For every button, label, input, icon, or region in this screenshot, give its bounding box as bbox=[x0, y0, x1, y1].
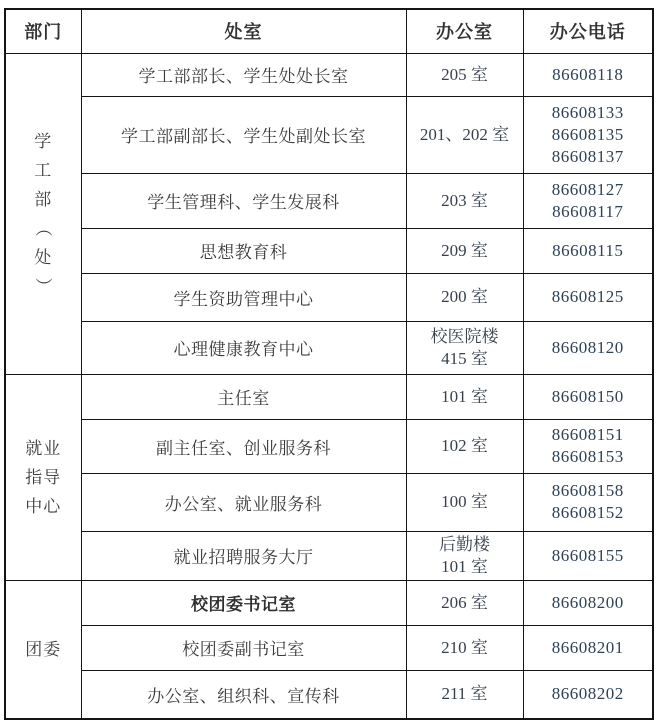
phone-cell bbox=[523, 321, 653, 374]
room-cell bbox=[406, 321, 523, 374]
room-cell bbox=[406, 625, 523, 670]
phone-number: 86608135 bbox=[551, 124, 624, 144]
office-cell: 学工部副部长、学生处副处长室 bbox=[81, 96, 406, 173]
department-cell bbox=[5, 374, 81, 580]
office-cell: 主任室 bbox=[81, 374, 406, 419]
office-cell: 学生管理科、学生发展科 bbox=[81, 173, 406, 228]
department-label: 部 bbox=[34, 189, 53, 209]
office-cell: 校团委书记室 bbox=[81, 580, 406, 625]
table-row bbox=[5, 53, 653, 96]
room-number: 206 室 bbox=[441, 592, 488, 612]
phone-cell bbox=[523, 96, 653, 173]
phone-number: 86608118 bbox=[552, 64, 624, 84]
department-cell bbox=[5, 53, 81, 374]
phone-number: 86608201 bbox=[551, 637, 624, 657]
room-number: 209 室 bbox=[441, 240, 488, 260]
room-cell bbox=[406, 670, 523, 719]
room-cell bbox=[406, 531, 523, 580]
table-row bbox=[5, 670, 653, 719]
table-row bbox=[5, 625, 653, 670]
room-number: 102 室 bbox=[441, 436, 488, 455]
department-label: 处 bbox=[34, 247, 53, 267]
phone-cell bbox=[523, 531, 653, 580]
department-cell bbox=[5, 580, 81, 719]
room-number: 205 室 bbox=[441, 64, 488, 84]
phone-number: 86608133 bbox=[551, 102, 624, 122]
phone-cell bbox=[523, 625, 653, 670]
vertical-paren: ） bbox=[33, 277, 53, 295]
phone-number: 86608152 bbox=[551, 503, 624, 522]
room-cell bbox=[406, 273, 523, 321]
phone-number: 86608155 bbox=[551, 545, 624, 565]
room-cell bbox=[406, 580, 523, 625]
table-row bbox=[5, 531, 653, 580]
room-number: 203 室 bbox=[441, 190, 488, 210]
office-cell: 副主任室、创业服务科 bbox=[81, 419, 406, 473]
table-row bbox=[5, 321, 653, 374]
phone-number: 86608150 bbox=[551, 386, 624, 406]
phone-number: 86608137 bbox=[551, 146, 624, 166]
room-number: 200 室 bbox=[441, 287, 488, 306]
phone-number: 86608158 bbox=[551, 481, 624, 500]
vertical-paren: （ bbox=[33, 219, 53, 237]
phone-cell bbox=[523, 273, 653, 321]
phone-number: 86608200 bbox=[551, 592, 624, 612]
phone-number: 86608117 bbox=[552, 201, 624, 221]
phone-cell bbox=[523, 419, 653, 473]
table-row bbox=[5, 473, 653, 531]
room-number: 101 室 bbox=[441, 386, 488, 406]
room-number: 101 室 bbox=[441, 556, 488, 576]
room-number: 201、202 室 bbox=[419, 124, 510, 144]
phone-number: 86608127 bbox=[551, 179, 624, 199]
department-label: 就业 bbox=[25, 438, 62, 458]
phone-cell bbox=[523, 53, 653, 96]
header-room: 办公室 bbox=[406, 9, 523, 53]
office-cell: 校团委副书记室 bbox=[81, 625, 406, 670]
office-cell: 心理健康教育中心 bbox=[81, 321, 406, 374]
phone-cell bbox=[523, 580, 653, 625]
phone-number: 86608125 bbox=[551, 287, 624, 306]
header-phone: 办公电话 bbox=[523, 9, 653, 53]
room-number: 415 室 bbox=[441, 348, 488, 368]
office-cell: 思想教育科 bbox=[81, 228, 406, 273]
table-row bbox=[5, 419, 653, 473]
table-row bbox=[5, 173, 653, 228]
table-row bbox=[5, 374, 653, 419]
header-row bbox=[5, 9, 653, 53]
room-cell bbox=[406, 173, 523, 228]
department-label: 中心 bbox=[25, 496, 62, 516]
table-row bbox=[5, 580, 653, 625]
room-cell bbox=[406, 473, 523, 531]
phone-number: 86608153 bbox=[551, 447, 624, 466]
phone-cell bbox=[523, 374, 653, 419]
phone-number: 86608115 bbox=[552, 240, 624, 260]
phone-cell bbox=[523, 670, 653, 719]
room-number: 210 室 bbox=[441, 637, 488, 657]
room-cell bbox=[406, 228, 523, 273]
department-label bbox=[10, 214, 77, 243]
room-number: 校医院楼 bbox=[430, 326, 499, 346]
room-cell bbox=[406, 419, 523, 473]
table-row bbox=[5, 96, 653, 173]
phone-cell bbox=[523, 228, 653, 273]
header-office: 处室 bbox=[81, 9, 406, 53]
office-cell: 学工部部长、学生处处长室 bbox=[81, 53, 406, 96]
header-department: 部门 bbox=[5, 9, 81, 53]
room-number: 100 室 bbox=[441, 492, 488, 511]
room-cell bbox=[406, 96, 523, 173]
phone-cell bbox=[523, 173, 653, 228]
department-label: 团委 bbox=[25, 639, 62, 659]
phone-number: 86608120 bbox=[551, 337, 624, 357]
phone-number: 86608151 bbox=[551, 425, 624, 444]
office-cell: 就业招聘服务大厅 bbox=[81, 531, 406, 580]
office-cell: 办公室、就业服务科 bbox=[81, 473, 406, 531]
phone-cell bbox=[523, 473, 653, 531]
table-row bbox=[5, 228, 653, 273]
phone-number: 86608202 bbox=[551, 684, 624, 704]
room-cell bbox=[406, 374, 523, 419]
office-cell: 学生资助管理中心 bbox=[81, 273, 406, 321]
table-row bbox=[5, 273, 653, 321]
room-number: 后勤楼 bbox=[439, 534, 490, 554]
department-label: 学 bbox=[34, 131, 53, 151]
department-contact-table bbox=[4, 8, 654, 720]
department-label: 指导 bbox=[25, 467, 62, 487]
room-cell bbox=[406, 53, 523, 96]
department-label: 工 bbox=[34, 160, 53, 180]
room-number: 211 室 bbox=[441, 684, 488, 704]
office-cell: 办公室、组织科、宣传科 bbox=[81, 670, 406, 719]
department-label bbox=[10, 272, 77, 301]
